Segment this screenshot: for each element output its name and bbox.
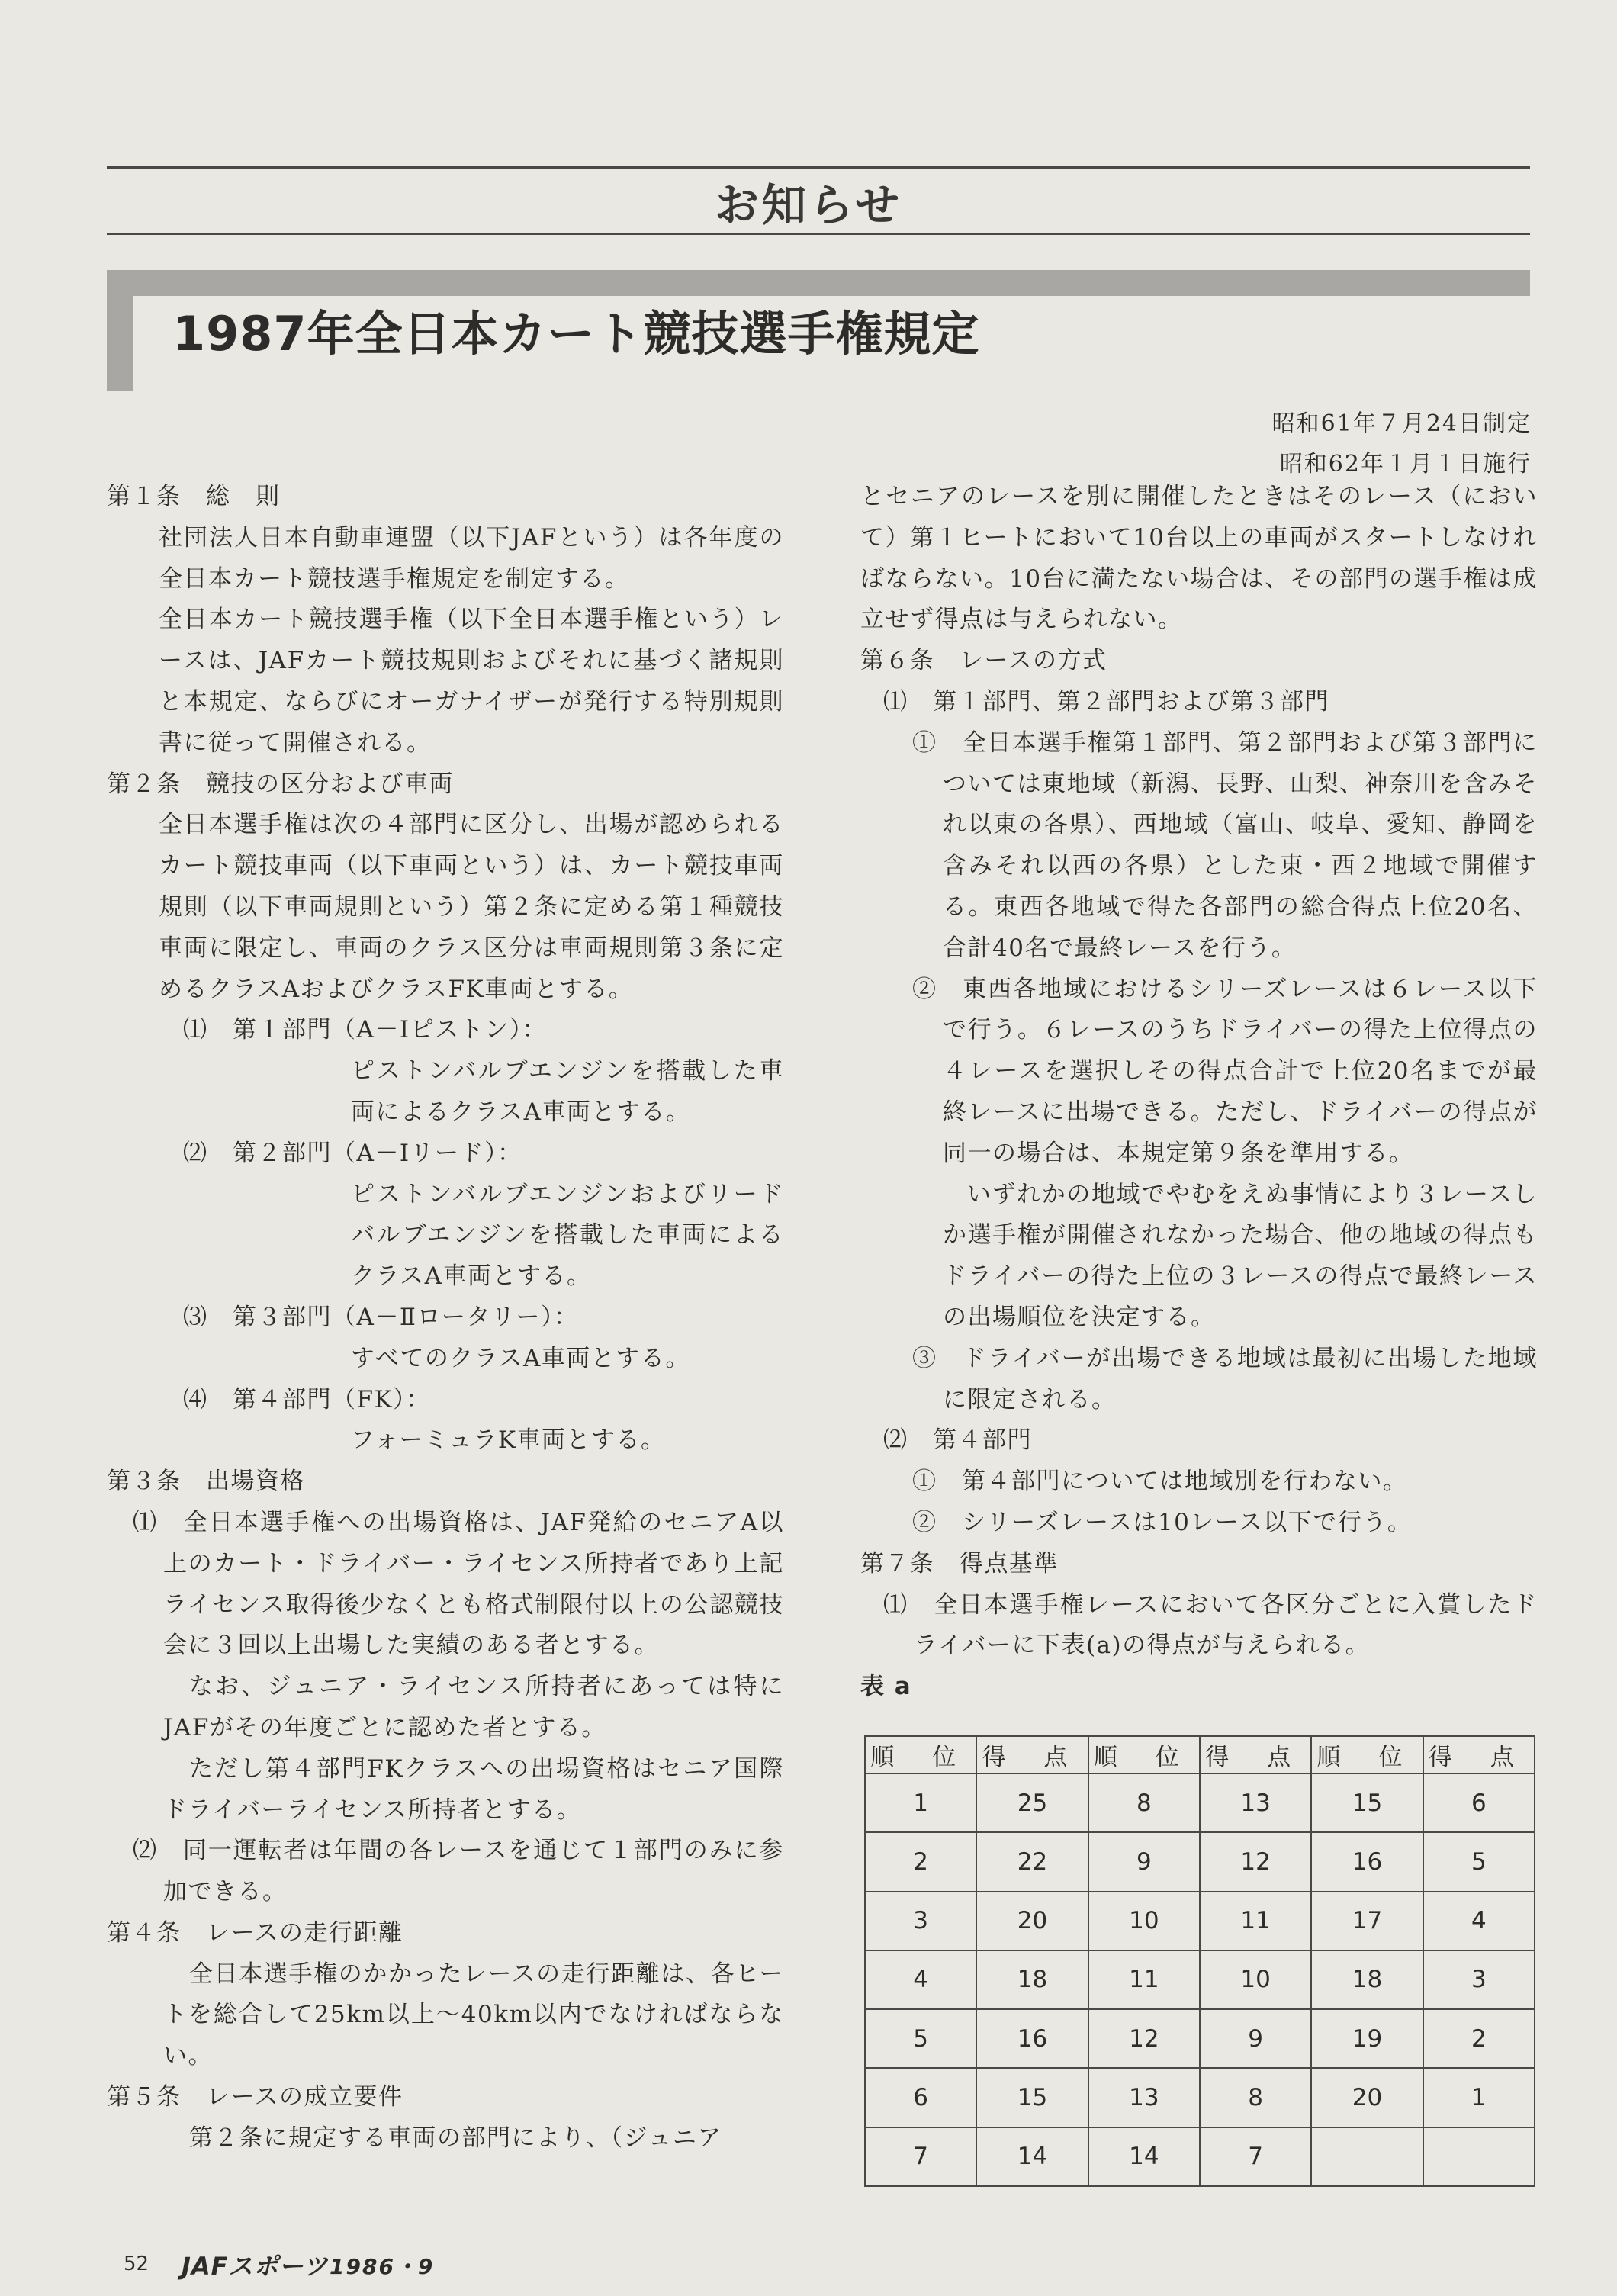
paragraph: ① 全日本選手権第１部門、第２部門および第３部門については東地域（新潟、長野、山梨、神奈川を含みそれ以東の各県）、西地域（富山、岐阜、愛知、静岡を含みそれ以西の各県）とした東・西２地域で開催する。東西各地域で得た各部門の総合得点上位20名、合計40名で最終レースを行う。 xyxy=(912,728,1538,962)
paragraph: ⑴ 全日本選手権への出場資格は、JAF発給のセニアA以上のカート・ドライバー・ライセンス所持者であり上記ライセンス取得後少なくとも格式制限付以上の公認競技会に３回以上出場した実績のある者とする。 xyxy=(133,1508,784,1660)
rank-cell: 15 xyxy=(1311,1773,1423,1832)
paragraph: ⑵ 第２部門（A－Ⅰリード）： xyxy=(183,1139,522,1167)
paragraph: ⑵ 第４部門 xyxy=(883,1426,1032,1455)
points-cell: 10 xyxy=(1200,1950,1311,2009)
points-cell xyxy=(1423,2127,1535,2186)
paragraph: ⑴ 第１部門（A－Ⅰピストン）： xyxy=(183,1016,548,1044)
rank-cell: 19 xyxy=(1311,2009,1423,2068)
rank-cell: 4 xyxy=(865,1950,976,2009)
rank-cell: 2 xyxy=(865,1832,976,1891)
rank-cell: 6 xyxy=(865,2068,976,2127)
header-rule-top xyxy=(107,166,1530,169)
paragraph: ③ ドライバーが出場できる地域は最初に出場した地域に限定される。 xyxy=(912,1344,1538,1413)
points-cell: 8 xyxy=(1200,2068,1311,2127)
article-heading: 第６条 レースの方式 xyxy=(860,647,1107,675)
points-cell: 25 xyxy=(976,1773,1088,1832)
paragraph: とセニアのレースを別に開催したときはそのレース（において）第１ヒートにおいて10台以上の車両がスタートしなければならない。10台に満たない場合は、その部門の選手権は成立せず得点は与えられない。 xyxy=(860,483,1538,634)
section-header: お知らせ xyxy=(714,179,903,231)
points-cell: 6 xyxy=(1423,1773,1535,1832)
magazine-logo: JAFスポーツ xyxy=(182,2252,329,2281)
table-label: 表 a xyxy=(860,1673,912,1701)
header-rule-bottom xyxy=(107,233,1530,235)
paragraph: ピストンバルブエンジンを搭載した車両によるクラスA車両とする。 xyxy=(351,1057,784,1126)
rank-cell: 10 xyxy=(1088,1892,1200,1950)
rank-cell: 8 xyxy=(1088,1773,1200,1832)
rank-cell: 1 xyxy=(865,1773,976,1832)
paragraph: ⑴ 第１部門、第２部門および第３部門 xyxy=(883,687,1329,715)
article-heading: 第５条 レースの成立要件 xyxy=(107,2083,403,2111)
points-cell: 13 xyxy=(1200,1773,1311,1832)
points-cell: 15 xyxy=(976,2068,1088,2127)
paragraph: 全日本カート競技選手権（以下全日本選手権という）レースは、JAFカート競技規則およびそれに基づく諸規則と本規定、ならびにオーガナイザーが発行する特別規則書に従って開催される。 xyxy=(159,606,784,757)
document-title: 1987年全日本カート競技選手権規定 xyxy=(172,306,980,362)
article-heading: 第３条 出場資格 xyxy=(107,1468,305,1496)
header-points: 得 点 xyxy=(1200,1736,1311,1773)
points-cell: 16 xyxy=(976,2009,1088,2068)
rank-cell: 13 xyxy=(1088,2068,1200,2127)
right-column xyxy=(860,477,1538,1708)
paragraph: すべてのクラスA車両とする。 xyxy=(351,1344,690,1372)
points-cell: 3 xyxy=(1423,1950,1535,2009)
points-cell: 1 xyxy=(1423,2068,1535,2127)
rank-cell xyxy=(1311,2127,1423,2186)
table-row xyxy=(865,2009,1535,2068)
paragraph: ⑴ 全日本選手権レースにおいて各区分ごとに入賞したドライバーに下表(a)の得点が与えられる。 xyxy=(883,1590,1538,1660)
points-cell: 7 xyxy=(1200,2127,1311,2186)
paragraph: ⑶ 第３部門（A－Ⅱロータリー）： xyxy=(183,1303,579,1331)
paragraph: ⑵ 同一運転者は年間の各レースを通じて１部門のみに参加できる。 xyxy=(133,1837,784,1906)
article-heading: 第７条 得点基準 xyxy=(860,1549,1059,1577)
paragraph: ピストンバルブエンジンおよびリードバルブエンジンを搭載した車両によるクラスA車両とする。 xyxy=(351,1180,784,1291)
paragraph: なお、ジュニア・ライセンス所持者にあっては特にJAFがその年度ごとに認めた者とする。 xyxy=(163,1673,784,1741)
rank-cell: 20 xyxy=(1311,2068,1423,2127)
header-rank: 順 位 xyxy=(1088,1736,1200,1773)
points-cell: 5 xyxy=(1423,1832,1535,1891)
paragraph: ⑷ 第４部門（FK）： xyxy=(183,1385,431,1413)
paragraph: 全日本選手権のかかったレースの走行距離は、各ヒートを総合して25km以上～40km以内でなければならない。 xyxy=(163,1960,784,2070)
points-cell: 4 xyxy=(1423,1892,1535,1950)
table-row xyxy=(865,1773,1535,1832)
title-banner-side xyxy=(107,270,133,391)
table-row xyxy=(865,1892,1535,1950)
paragraph: ① 第４部門については地域別を行わない。 xyxy=(912,1468,1408,1496)
rank-cell: 9 xyxy=(1088,1832,1200,1891)
title-banner-bar xyxy=(107,270,1530,296)
points-cell: 11 xyxy=(1200,1892,1311,1950)
rank-cell: 5 xyxy=(865,2009,976,2068)
header-points: 得 点 xyxy=(1423,1736,1535,1773)
paragraph: フォーミュラK車両とする。 xyxy=(351,1426,666,1455)
article-heading: 第１条 総 則 xyxy=(107,483,281,510)
enactment-date: 昭和61年７月24日制定 xyxy=(1271,410,1532,437)
paragraph: 全日本選手権は次の４部門に区分し、出場が認められるカート競技車両（以下車両という）は、カート競技車両規則（以下車両規則という）第２条に定める第１種競技車両に限定し、車両のクラス区分は車両規則第３条に定めるクラスAおよびクラスFK車両とする。 xyxy=(159,811,784,1003)
table-row xyxy=(865,1832,1535,1891)
left-column xyxy=(107,477,784,2159)
points-cell: 20 xyxy=(976,1892,1088,1950)
points-cell: 12 xyxy=(1200,1832,1311,1891)
header-rank: 順 位 xyxy=(865,1736,976,1773)
rank-cell: 14 xyxy=(1088,2127,1200,2186)
header-points: 得 点 xyxy=(976,1736,1088,1773)
issue-label: 1986・9 xyxy=(330,2254,435,2279)
effective-date: 昭和62年１月１日施行 xyxy=(1279,451,1532,478)
table-row xyxy=(865,2068,1535,2127)
paragraph: 第２条に規定する車両の部門により、（ジュニア xyxy=(189,2124,722,2152)
rank-cell: 7 xyxy=(865,2127,976,2186)
paragraph: ② シリーズレースは10レース以下で行う。 xyxy=(912,1508,1413,1536)
rank-cell: 11 xyxy=(1088,1950,1200,2009)
rank-cell: 17 xyxy=(1311,1892,1423,1950)
points-cell: 9 xyxy=(1200,2009,1311,2068)
rank-cell: 3 xyxy=(865,1892,976,1950)
article-heading: 第４条 レースの走行距離 xyxy=(107,1918,403,1947)
page-number: 52 xyxy=(124,2253,149,2275)
table-row xyxy=(865,1950,1535,2009)
rank-cell: 18 xyxy=(1311,1950,1423,2009)
points-cell: 18 xyxy=(976,1950,1088,2009)
rank-cell: 16 xyxy=(1311,1832,1423,1891)
paragraph: ただし第４部門FKクラスへの出場資格はセニア国際ドライバーライセンス所持者とする。 xyxy=(163,1754,784,1824)
paragraph: 社団法人日本自動車連盟（以下JAFという）は各年度の全日本カート競技選手権規定を制定する。 xyxy=(159,523,784,593)
table-header-row xyxy=(865,1736,1535,1773)
points-cell: 2 xyxy=(1423,2009,1535,2068)
points-table xyxy=(864,1735,1535,2187)
points-cell: 14 xyxy=(976,2127,1088,2186)
article-heading: 第２条 競技の区分および車両 xyxy=(107,770,454,798)
rank-cell: 12 xyxy=(1088,2009,1200,2068)
paragraph: いずれかの地域でやむをえぬ事情により３レースしか選手権が開催されなかった場合、他の地域の得点もドライバーの得た上位の３レースの得点で最終レースの出場順位を決定する。 xyxy=(943,1180,1538,1331)
points-cell: 22 xyxy=(976,1832,1088,1891)
header-rank: 順 位 xyxy=(1311,1736,1423,1773)
table-row xyxy=(865,2127,1535,2186)
paragraph: ② 東西各地域におけるシリーズレースは６レース以下で行う。６レースのうちドライバーの得た上位得点の４レースを選択しその得点合計で上位20名までが最終レースに出場できる。ただし、ドライバーの得点が同一の場合は、本規定第９条を準用する。 xyxy=(912,975,1538,1167)
